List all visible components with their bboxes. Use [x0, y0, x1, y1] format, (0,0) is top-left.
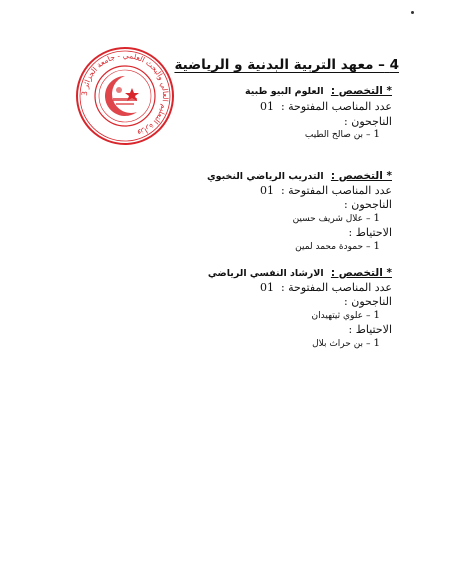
- specialty-label: * التخصص :: [330, 170, 392, 182]
- reserve-label-3: الاحتياط :: [348, 323, 392, 336]
- winner-2-1: [293, 212, 380, 224]
- winner-1-1: [305, 128, 380, 140]
- specialty-line-3: [208, 267, 392, 279]
- winner-3-1: [312, 309, 380, 321]
- person-number: 1: [373, 240, 380, 252]
- open-posts-line-2: [260, 184, 392, 197]
- open-posts-line-1: [260, 100, 392, 113]
- person-dash: –: [365, 130, 371, 140]
- specialty-name: التدريب الرياضي النخبوي: [206, 171, 324, 182]
- open-posts-label: عدد المناصب المفتوحة :: [280, 184, 392, 197]
- reserve-2-1: [295, 240, 380, 252]
- open-posts-value: 01: [259, 184, 274, 197]
- person-name: بن حراث بلال: [312, 339, 364, 349]
- person-number: 1: [373, 212, 380, 224]
- person-name: علال شريف حسين: [292, 214, 364, 224]
- winners-label-3: الناجحون :: [344, 295, 392, 308]
- open-posts-label: عدد المناصب المفتوحة :: [280, 281, 392, 294]
- heading-text: – معهد التربية البدنية و الرياضية: [174, 57, 385, 73]
- specialty-line-1: [245, 85, 392, 97]
- stamp-emblem: [105, 76, 139, 116]
- person-number: 1: [373, 337, 380, 349]
- person-dash: –: [365, 214, 371, 224]
- reserve-3-1: [312, 337, 380, 349]
- stamp-text: وزارة التعليم العالي والبحث العلمي - جامعة الجزائر 3: [79, 50, 171, 139]
- specialty-name: العلوم البيو طبية: [245, 86, 324, 97]
- open-posts-label: عدد المناصب المفتوحة :: [280, 100, 392, 113]
- reserve-label-2: الاحتياط :: [348, 226, 392, 239]
- person-name: بن صالح الطيب: [304, 130, 364, 140]
- winners-label-2: الناجحون :: [344, 198, 392, 211]
- scan-speck: [411, 11, 414, 14]
- specialty-line-2: [207, 170, 392, 182]
- person-number: 1: [373, 309, 380, 321]
- person-number: 1: [373, 128, 380, 140]
- person-name: حمودة محمد لمين: [295, 242, 364, 252]
- person-name: علوي ثيتهيدان: [311, 311, 364, 321]
- winners-label-1: الناجحون :: [344, 115, 392, 128]
- page-title: [174, 57, 399, 73]
- specialty-name: الارشاد النفسي الرياضي: [207, 268, 324, 279]
- specialty-label: * التخصص :: [330, 267, 392, 279]
- heading-number: 4: [389, 57, 399, 73]
- person-dash: –: [365, 242, 371, 252]
- official-stamp: [75, 46, 175, 146]
- open-posts-value: 01: [259, 281, 274, 294]
- person-dash: –: [365, 339, 371, 349]
- specialty-label: * التخصص :: [330, 85, 392, 97]
- open-posts-line-3: [260, 281, 392, 294]
- person-dash: –: [365, 311, 371, 321]
- open-posts-value: 01: [259, 100, 274, 113]
